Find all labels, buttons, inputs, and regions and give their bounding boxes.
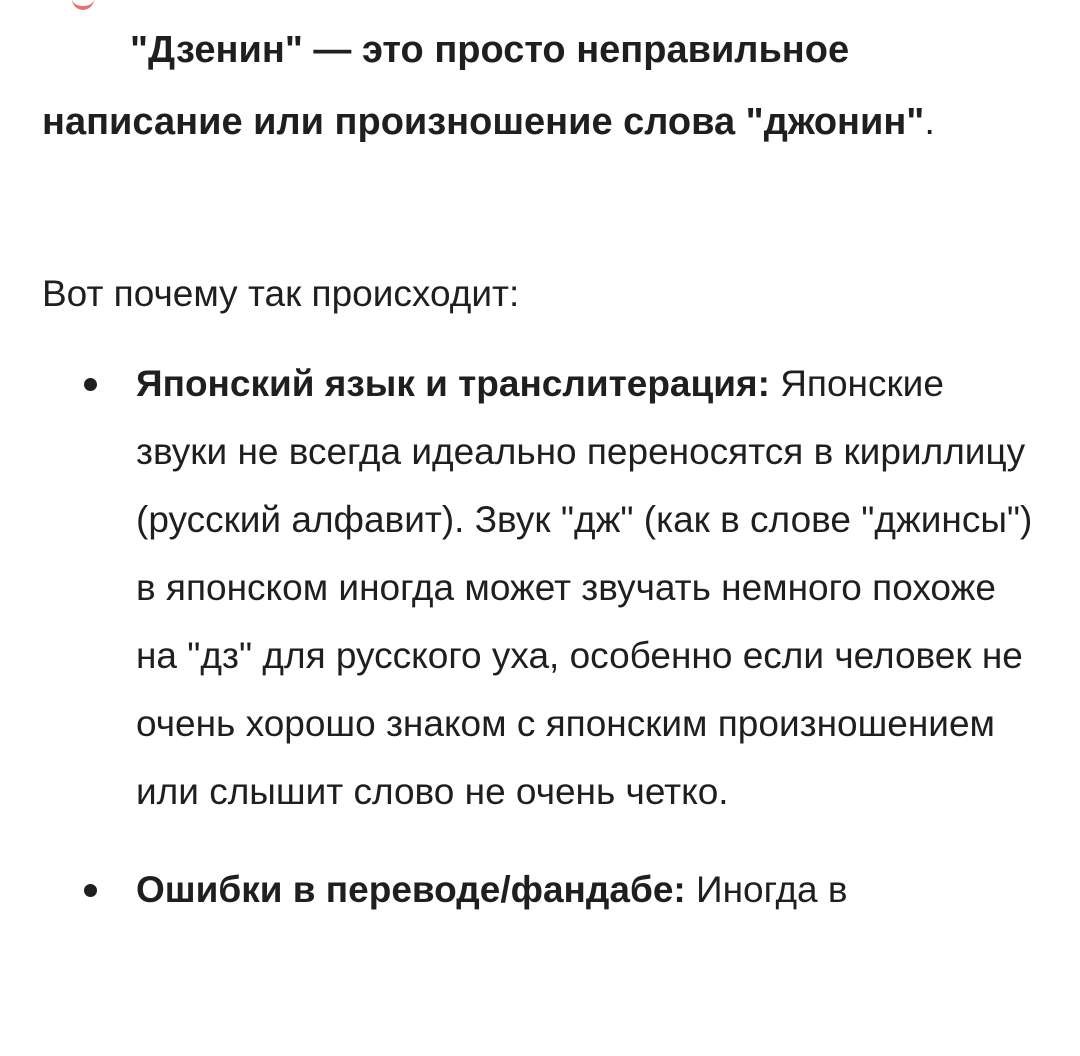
reasons-list	[0, 350, 1080, 954]
bullet-dot-icon	[84, 378, 97, 391]
intro-bold-text: "Дзенин" — это просто неправильное написание или произношение слова "джонин"	[42, 29, 925, 143]
list-item	[0, 350, 1080, 826]
bullet-dot-icon	[84, 884, 97, 897]
list-item	[0, 856, 1080, 924]
list-item-title: Ошибки в переводе/фандабе:	[136, 869, 686, 910]
list-item-title: Японский язык и транслитерация:	[136, 363, 770, 404]
lead-sentence: Вот почему так происходит:	[42, 273, 520, 314]
intro-paragraph	[42, 14, 1042, 158]
decorative-accent-arc	[72, 0, 94, 10]
list-item-text: Японские звуки не всегда идеально переносятся в кириллицу (русский алфавит). Звук "дж" (как в слове "джинсы") в японском иногда может звучать немного похоже на "дз" для русского уха, особенно если человек не очень хорошо знаком с японским произношением или слышит слово не очень четко.	[136, 363, 1033, 812]
intro-period: .	[924, 101, 935, 143]
list-item-text: Иногда в	[696, 869, 848, 910]
